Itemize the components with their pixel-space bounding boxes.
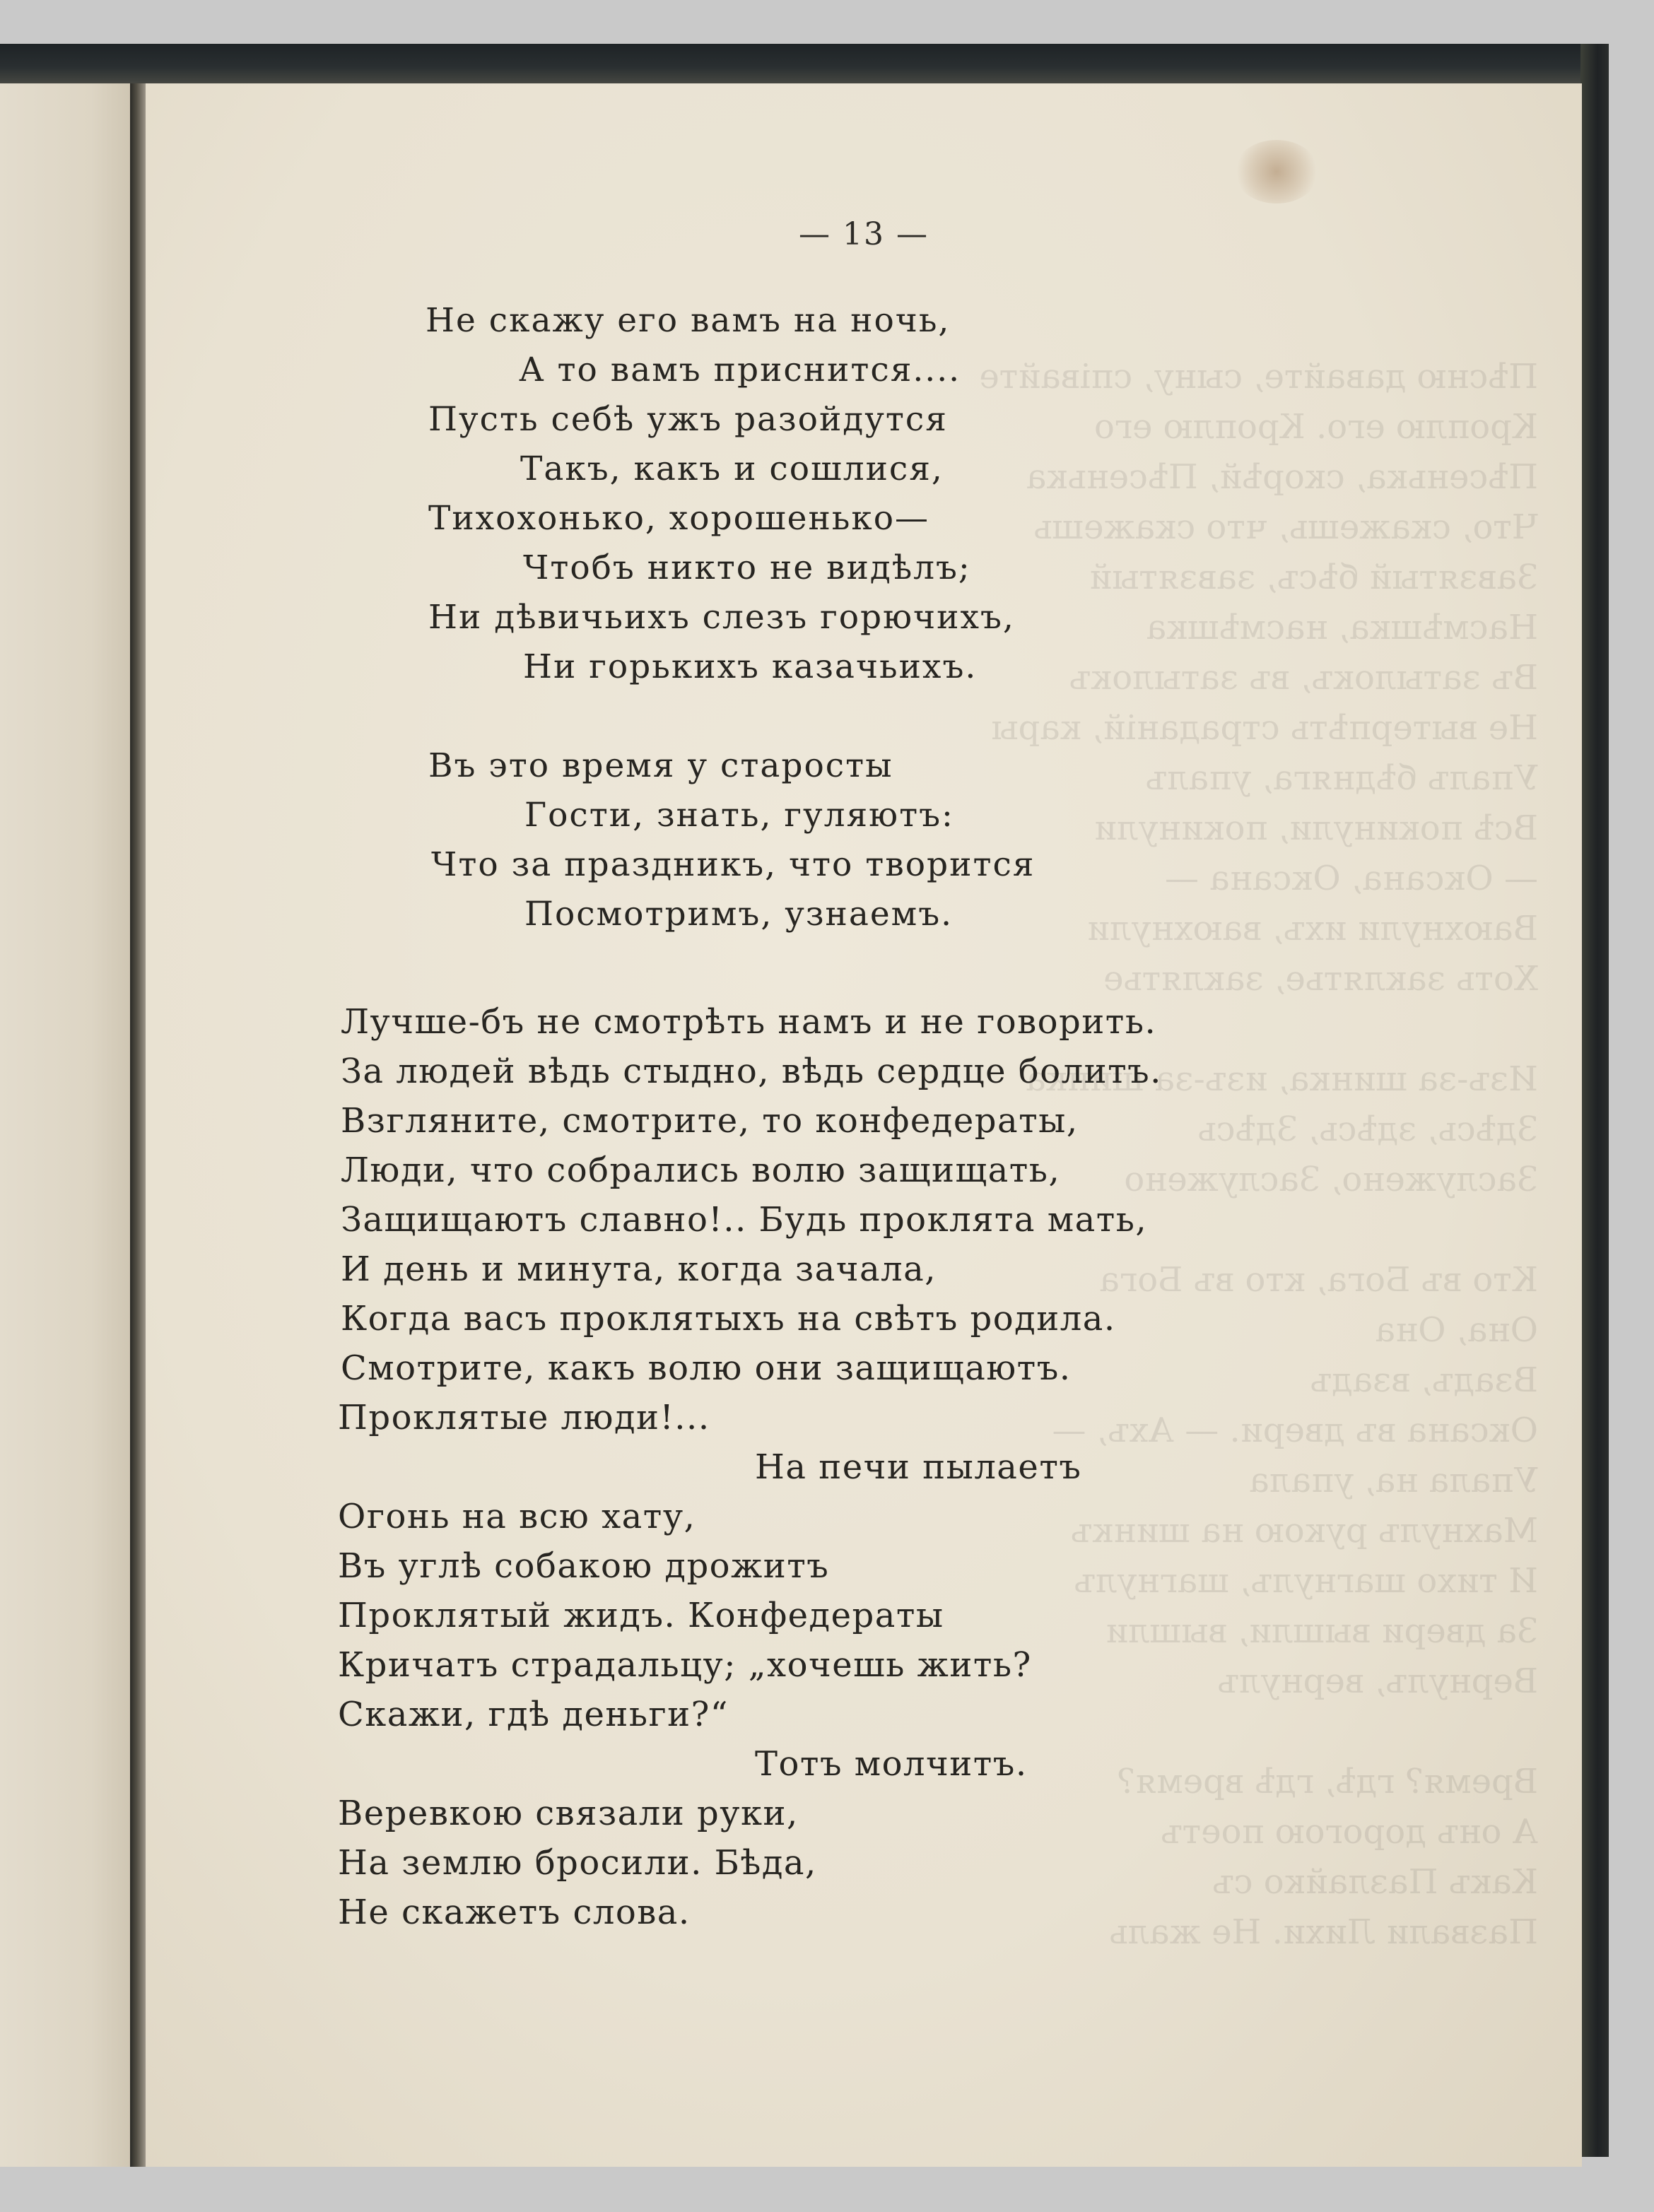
book-edge-top: [0, 44, 1609, 86]
verse-line: А то вамъ приснится....: [519, 351, 961, 389]
paper-stain: [1234, 140, 1319, 204]
bleed-through-text: Пѣсню давайте, сыну, співайте Кроплю его. Кроплю его Пѣсенька, скорѣй, Пѣсенька Что, скажешь, что скажешь Завзятый бѣсъ, завзятый Насмѣшка, насмѣшка Въ затылокъ, въ затылокъ Не вытерпѣть страданій, кары Упалъ бѣдняга, упалъ Всѣ покинули, покинули — Оксана, Оксана — Ваюхнули ихъ, ваюхнули Хоть заклятье, заклятье Изъ-за шинка, изъ-за шинка Здѣсь, здѣсь, Здѣсь Заслужено, Заслужено Кто въ Бога, кто въ Бога Она, Она Взадъ, взадъ Оксана въ двери. — Ахъ, — Упала на, упала Махнулъ рукою на шинкъ И тихо шагнулъ, шагнулъ За двери вышли, вышли Вернулъ, вернулъ Время? гдѣ, гдѣ время? А онъ дорогою поетъ Какъ Пазлайко съ Пазвали Лихи. Не жаль: [979, 357, 1538, 1952]
text-line: Въ углѣ собакою дрожитъ: [338, 1546, 830, 1586]
text-line: Веревкою связали руки,: [338, 1794, 799, 1833]
text-line: Защищаютъ славно!.. Будь проклята мать,: [341, 1200, 1148, 1240]
verse-line: Посмотримъ, узнаемъ.: [524, 895, 954, 934]
verse-line: Ни горькихъ казачьихъ.: [523, 647, 978, 686]
book-edge-right: [1580, 44, 1609, 2157]
text-line: Скажи, гдѣ деньги?“: [338, 1695, 729, 1734]
text-line: Когда васъ проклятыхъ на свѣтъ родила.: [341, 1299, 1116, 1339]
text-line: Кричатъ страдальцу; „хочешь жить?: [338, 1645, 1032, 1685]
verse-line: Гости, знать, гуляютъ:: [524, 796, 954, 835]
verse-line: Ни дѣвичьихъ слезъ горючихъ,: [428, 598, 1015, 637]
text-line: На землю бросили. Бѣда,: [338, 1843, 817, 1883]
text-line: На печи пылаетъ: [755, 1447, 1082, 1487]
text-line: Смотрите, какъ волю они защищаютъ.: [341, 1348, 1072, 1388]
verse-line: Въ это время у старосты: [428, 746, 893, 785]
verse-line: Пусть себѣ ужъ разойдутся: [428, 400, 948, 439]
text-line: Огонь на всю хату,: [338, 1497, 696, 1536]
book-page: [146, 83, 1582, 2167]
text-line: Люди, что собрались волю защищать,: [341, 1151, 1061, 1190]
previous-page-edge: [0, 83, 130, 2167]
verse-line: Не скажу его вамъ на ночь,: [426, 301, 951, 340]
text-line: Не скажетъ слова.: [338, 1893, 691, 1932]
verse-line: Что за праздникъ, что творится: [431, 845, 1036, 884]
text-line: За людей вѣдь стыдно, вѣдь сердце болитъ.: [341, 1052, 1162, 1091]
verse-line: Чтобъ никто не видѣлъ;: [523, 548, 971, 587]
text-line: Взгляните, смотрите, то конфедераты,: [341, 1101, 1079, 1141]
binding-gutter: [130, 83, 146, 2167]
page-number: — 13 —: [799, 216, 929, 252]
text-line: И день и минута, когда зачала,: [341, 1249, 937, 1289]
text-line: Тотъ молчитъ.: [755, 1744, 1028, 1784]
text-line: Проклятые люди!...: [338, 1398, 710, 1437]
text-line: Проклятый жидъ. Конфедераты: [338, 1596, 944, 1635]
text-line: Лучше-бъ не смотрѣть намъ и не говорить.: [341, 1002, 1157, 1042]
verse-line: Тихохонько, хорошенько—: [428, 499, 930, 538]
verse-line: Такъ, какъ и сошлися,: [520, 449, 944, 488]
